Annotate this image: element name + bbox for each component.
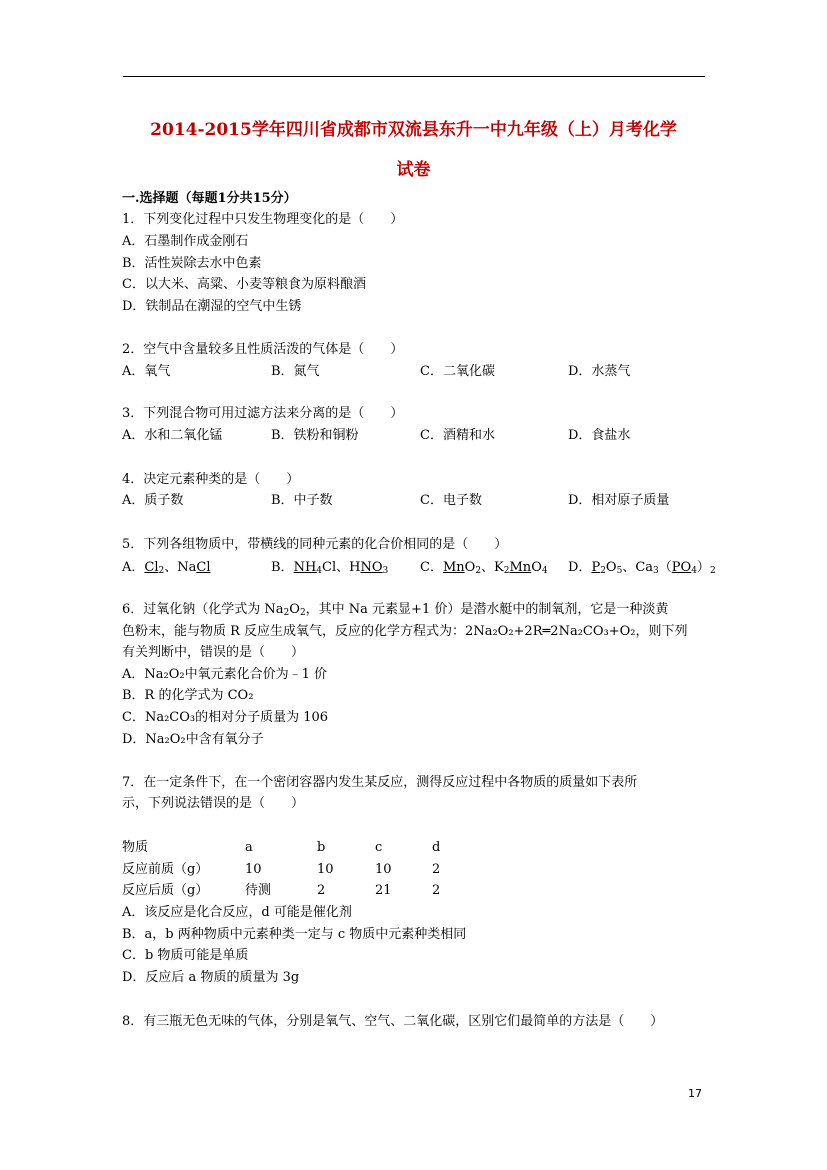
table-cell: 2 bbox=[432, 862, 441, 877]
page-number: 17 bbox=[688, 1087, 702, 1100]
q6-option-c: C．Na₂CO₃的相对分子质量为 106 bbox=[122, 710, 329, 725]
q4-option-b: B．中子数 bbox=[271, 493, 333, 508]
table-cell: 10 bbox=[317, 862, 334, 877]
table-cell: 21 bbox=[375, 883, 392, 898]
page-title-continued: 试卷 bbox=[396, 160, 431, 180]
table-cell: 2 bbox=[317, 883, 326, 898]
q2-option-b: B．氮气 bbox=[271, 364, 320, 379]
q1-option-b: B．活性炭除去水中色素 bbox=[122, 256, 262, 271]
q5-option-c: C．MnO$_2$、$K_2MnO_4$ bbox=[420, 560, 548, 576]
q1-option-d: D．铁制品在潮湿的空气中生锈 bbox=[122, 299, 302, 314]
table-header-cell: c bbox=[375, 840, 383, 855]
q7-option-d: D．反应后 a 物质的质量为 3g bbox=[122, 970, 300, 985]
q7-option-b: B．a，b 两种物质中元素种类一定与 c 物质中元素种类相同 bbox=[122, 927, 467, 942]
question-7-line-2: 示，下列说法错误的是（ ） bbox=[122, 796, 305, 811]
table-header-cell: 物质 bbox=[122, 840, 149, 855]
q6-option-a: A．Na₂O₂中氧元素化合价为﹣1 价 bbox=[122, 667, 327, 682]
question-1-stem: 1．下列变化过程中只发生物理变化的是（ ） bbox=[122, 212, 404, 227]
table-header-cell: a bbox=[245, 840, 253, 855]
question-8-stem: 8．有三瓶无色无味的气体，分别是氧气、空气、二氧化碳，区别它们最简单的方法是（ ） bbox=[122, 1014, 664, 1029]
q3-option-b: B．铁粉和铜粉 bbox=[271, 428, 359, 443]
table-cell: 10 bbox=[245, 862, 262, 877]
table-cell: 反应前质（g） bbox=[122, 862, 209, 877]
table-cell: 2 bbox=[432, 883, 441, 898]
q7-option-c: C．b 物质可能是单质 bbox=[122, 948, 249, 963]
table-header-cell: d bbox=[432, 840, 441, 855]
q2-option-c: C．二氧化碳 bbox=[420, 364, 495, 379]
question-6-line-1: 6．过氧化钠（化学式为 $Na_2O_2$，其中 Na 元素显+1 价）是潜水艇中的制氧剂，它是一种淡黄 bbox=[122, 602, 669, 618]
table-cell: 反应后质（g） bbox=[122, 883, 209, 898]
page-title: 2014-2015学年四川省成都市双流县东升一中九年级（上）月考化学 bbox=[150, 120, 677, 140]
q3-option-c: C．酒精和水 bbox=[420, 428, 495, 443]
question-2-stem: 2．空气中含量较多且性质活泼的气体是（ ） bbox=[122, 342, 404, 357]
q2-option-d: D．水蒸气 bbox=[568, 364, 631, 379]
q5-option-a: A．$Cl_2$、NaCl bbox=[122, 560, 211, 576]
q4-option-d: D．相对原子质量 bbox=[568, 493, 670, 508]
q3-option-a: A．水和二氧化锰 bbox=[122, 428, 223, 443]
q7-option-a: A．该反应是化合反应，d 可能是催化剂 bbox=[122, 905, 352, 920]
question-7-line-1: 7．在一定条件下，在一个密闭容器内发生某反应，测得反应过程中各物质的质量如下表所 bbox=[122, 775, 638, 790]
question-3-stem: 3．下列混合物可用过滤方法来分离的是（ ） bbox=[122, 406, 404, 421]
q5-option-b: B．$NH_4Cl$、$HNO_3$ bbox=[271, 560, 389, 576]
table-cell: 待测 bbox=[245, 883, 272, 898]
q4-option-c: C．电子数 bbox=[420, 493, 482, 508]
q1-option-a: A．石墨制作成金刚石 bbox=[122, 234, 249, 249]
question-6-line-2: 色粉末，能与物质 R 反应生成氧气，反应的化学方程式为：2Na₂O₂+2R═2Na₂CO₃+O₂，则下列 bbox=[122, 624, 688, 639]
table-cell: 10 bbox=[375, 862, 392, 877]
q6-option-b: B．R 的化学式为 CO₂ bbox=[122, 688, 254, 703]
q2-option-a: A．氧气 bbox=[122, 364, 171, 379]
header-rule bbox=[123, 76, 705, 77]
section-heading: 一.选择题（每题1分共15分） bbox=[122, 191, 297, 206]
q4-option-a: A．质子数 bbox=[122, 493, 184, 508]
q6-option-d: D．Na₂O₂中含有氧分子 bbox=[122, 732, 264, 747]
question-6-line-3: 有关判断中，错误的是（ ） bbox=[122, 645, 305, 660]
q3-option-d: D．食盐水 bbox=[568, 428, 631, 443]
question-5-stem: 5．下列各组物质中，带横线的同种元素的化合价相同的是（ ） bbox=[122, 537, 508, 552]
question-4-stem: 4．决定元素种类的是（ ） bbox=[122, 472, 300, 487]
q1-option-c: C．以大米、高粱、小麦等粮食为原料酿酒 bbox=[122, 277, 366, 292]
q5-option-d: D．$P_2O_5$、$Ca_3(PO_4)_2$ bbox=[568, 560, 716, 576]
table-header-cell: b bbox=[317, 840, 326, 855]
